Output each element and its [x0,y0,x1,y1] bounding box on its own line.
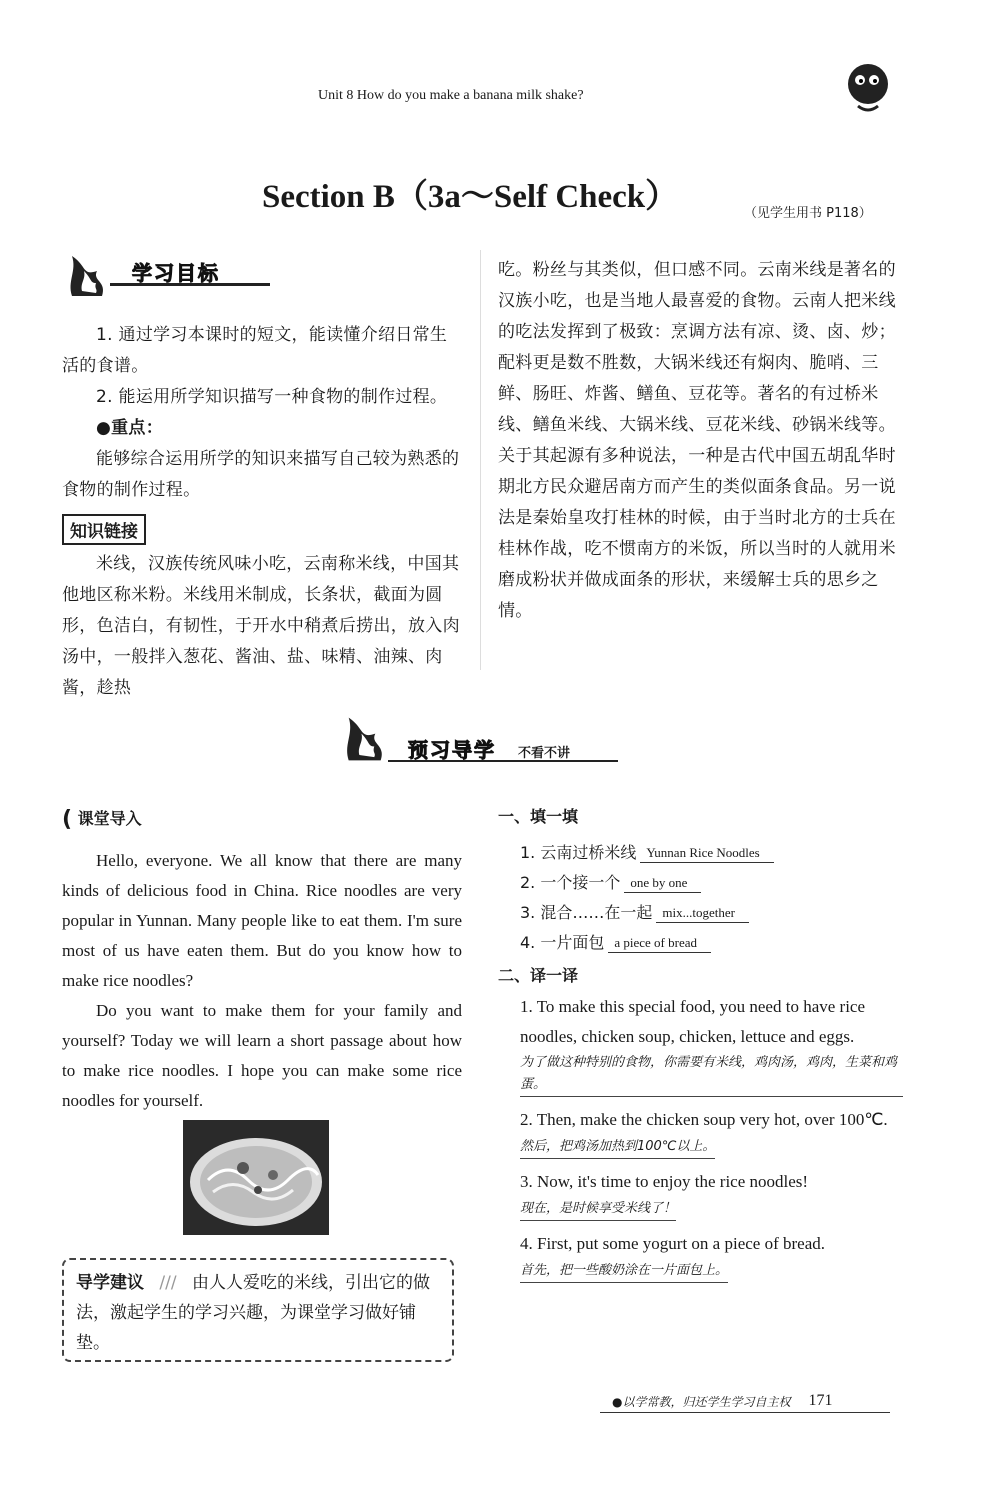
column-divider [480,250,481,670]
fill-item: 1. 云南过桥米线 Yunnan Rice Noodles [520,833,903,863]
translate-question: 1. To make this special food, you need to have rice noodles, chicken soup, chicken, lettuce and eggs. [520,997,866,1046]
footer-slogan: ●以学常教，归还学生学习自主权 [612,1394,791,1409]
section-title: Section B（3a～Self Check） [262,179,679,215]
fill-answer: one by one [624,875,701,893]
footer [612,1392,832,1410]
goals-banner [62,255,272,299]
flame-icon [338,712,402,766]
translate-heading: 二、译一译 [498,966,579,985]
translate-item [520,1167,903,1221]
key-point-text: 能够综合运用所学的知识来描写自己较为熟悉的食物的制作过程。 [62,449,460,500]
translate-item [520,1229,903,1283]
book-reference: （见学生用书 P118） [744,206,872,221]
key-point-label: ●重点： [96,418,164,438]
knowledge-text-right: 吃。粉丝与其类似，但口感不同。云南米线是著名的汉族小吃，也是当地人最喜爱的食物。云南人把米线的吃法发挥到了极致：烹调方法有凉、烫、卤、炒；配料更是数不胜数，大锅米线还有焖肉、脆哨、三鲜、肠旺、炸酱、鳝鱼、豆花等。著名的有过桥米线、鳝鱼米线、大锅米线、豆花米线、砂锅米线等。关于其起源有多种说法，一种是古代中国五胡乱华时期北方民众避居南方而产生的类似面条食品。另一说法是秦始皇攻打桂林的时候，由于当时北方的士兵在桂林作战，吃不惯南方的米饭，所以当时的人就用米磨成粉状并做成面条的形状，来缓解士兵的思乡之情。 [498,260,896,621]
knowledge-link-tag: 知识链接 [62,514,146,545]
fill-item: 2. 一个接一个 one by one [520,863,903,893]
page-number: 171 [808,1392,833,1409]
fill-answer: mix...together [656,905,749,923]
goals-banner-label: 学习目标 [132,261,220,285]
study-tip-label: 导学建议 [76,1273,144,1293]
class-intro-paragraph-2: Do you want to make them for your family and yourself? Today we will learn a short passage about how to make rice noodles. I hope you can make some rice noodles for yourself. [62,1001,462,1110]
fill-answer: a piece of bread [608,935,711,953]
translate-answer: 首先，把一些酸奶涂在一片面包上。 [520,1260,728,1283]
knowledge-text-left: 米线，汉族传统风味小吃，云南称米线，中国其他地区称米粉。米线用米制成，长条状，截面为圆形，色洁白，有韧性，于开水中稍煮后捞出，放入肉汤中，一般拌入葱花、酱油、盐、味精、油辣、肉酱，趁热 [62,554,460,698]
preview-banner-label: 预习导学 [408,738,496,762]
fill-item: 3. 混合……在一起 mix...together [520,893,903,923]
fill-item: 4. 一片面包 a piece of bread [520,923,903,953]
study-tip-box: 导学建议 /// 由人人爱吃的米线，引出它的做法，激起学生的学习兴趣，为课堂学习做好铺垫。 [62,1258,454,1362]
rice-noodles-photo [183,1120,329,1235]
translate-item [520,992,903,1097]
flame-icon [62,251,122,301]
fill-heading: 一、填一填 [498,807,579,826]
goal-item-1: 1. 通过学习本课时的短文，能读懂介绍日常生活的食谱。 [62,325,448,376]
translate-question: 2. Then, make the chicken soup very hot, over 100℃. [520,1110,888,1129]
preview-banner [338,712,628,768]
translate-question: 4. First, put some yogurt on a piece of bread. [520,1234,825,1253]
class-intro-label: 课堂导入 [77,809,142,828]
translate-answer: 然后，把鸡汤加热到100℃以上。 [520,1136,715,1159]
running-header: Unit 8 How do you make a banana milk shake? [318,88,584,103]
study-tip-text: 由人人爱吃的米线，引出它的做法，激起学生的学习兴趣，为课堂学习做好铺垫。 [76,1273,430,1353]
mascot-icon [838,58,898,118]
translate-question: 3. Now, it's time to enjoy the rice noodles! [520,1172,809,1191]
fill-answer: Yunnan Rice Noodles [640,845,773,863]
translate-answer: 为了做这种特别的食物，你需要有米线，鸡肉汤，鸡肉，生菜和鸡蛋。 [520,1052,903,1097]
preview-banner-sub: 不看不讲 [518,746,571,761]
translate-answer: 现在，是时候享受米线了！ [520,1198,676,1221]
class-intro-paragraph-1: Hello, everyone. We all know that there are many kinds of delicious food in China. Rice noodles are very popular in Yunnan. Many people like to eat them. I'm sure most of us have eaten them. But do you know how to make rice noodles? [62,851,462,990]
goal-item-2: 2. 能运用所学知识描写一种食物的制作过程。 [96,387,448,407]
translate-item [520,1105,903,1159]
